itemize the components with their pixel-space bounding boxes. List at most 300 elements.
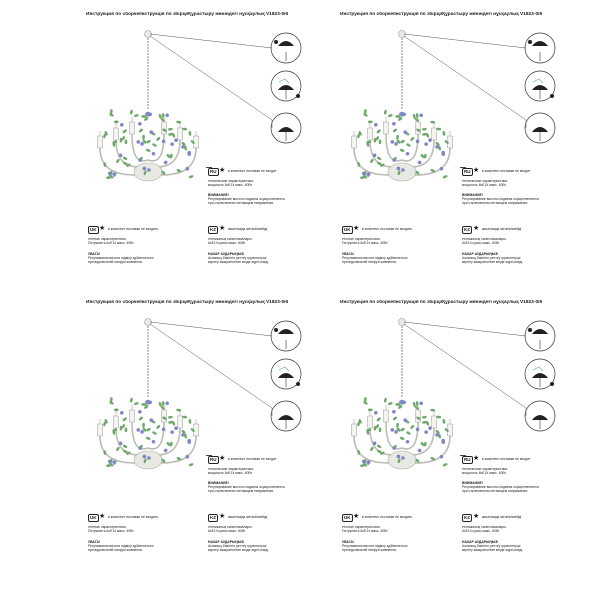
leaf-decor <box>376 417 381 422</box>
screw-icon <box>274 40 278 44</box>
uk-warning-text: Регулювання висоти підвісу здійснюється <box>342 256 408 260</box>
kz-kit-note: жиынтыққа жеткізілмейді <box>482 515 522 519</box>
pointer-line <box>150 36 272 120</box>
flower-decor <box>362 172 366 176</box>
flower-decor <box>164 161 168 165</box>
star-icon: ★ <box>473 455 480 462</box>
leaf-decor <box>436 416 441 419</box>
flower-decor <box>152 152 156 156</box>
uk-specs-title: технічні характеристики: <box>342 525 381 529</box>
uk-warning-text: Регулювання висоти підвісу здійснюється <box>342 544 408 548</box>
leaf-decor <box>188 463 193 467</box>
flower-decor <box>392 158 396 162</box>
ru-warning-text: Регулирование высоты подвеса осуществляется <box>208 485 285 489</box>
star-icon: ★ <box>219 513 226 520</box>
flower-decor <box>366 460 370 464</box>
flower-decor <box>185 167 189 171</box>
flower-decor <box>406 152 410 156</box>
kz-kit-note: жиынтыққа жеткізілмейді <box>228 515 268 519</box>
ru-warning-text: Регулирование высоты подвеса осуществляется <box>208 197 285 201</box>
ru-specs-title: технические характеристики: <box>208 179 254 183</box>
uk-kit-note: в комплект поставки не входить <box>362 515 413 519</box>
chandelier-arm <box>386 422 402 449</box>
kz-warning-text: кернеу ажыратылған кезде жүргізіледі. <box>208 260 270 264</box>
flower-decor <box>418 449 422 453</box>
leaf-decor <box>410 424 415 429</box>
flower-decor <box>441 440 445 444</box>
screw-icon <box>274 328 278 332</box>
candle <box>384 122 389 134</box>
candle <box>432 416 437 428</box>
flower-decor <box>439 167 443 171</box>
leaf-decor <box>146 427 151 432</box>
uk-specs-title: технічні характеристики: <box>88 237 127 241</box>
pointer-line <box>150 324 272 408</box>
uk-specs-value: Потужність 6хЕ14 макс. 40Вт <box>88 241 134 245</box>
candle-bulb <box>369 123 371 128</box>
candle <box>416 122 421 134</box>
flower-decor <box>162 140 166 144</box>
flower-decor <box>403 418 407 422</box>
leaf-decor <box>114 409 119 412</box>
candle-bulb <box>433 411 435 416</box>
leaf-decor <box>383 109 387 114</box>
flower-decor <box>435 433 439 437</box>
kz-warning-text: Аспаның биіктігін реттеу қоректенуші <box>462 544 521 548</box>
candle-bulb <box>99 419 101 424</box>
flower-decor <box>136 428 140 432</box>
leaf-decor <box>168 128 173 131</box>
flower-decor <box>416 140 420 144</box>
star-icon: ★ <box>219 225 226 232</box>
ru-warning-text: Регулирование высоты подвеса осуществляется <box>462 485 539 489</box>
uk-specs-value: Потужність 6хЕ14 макс. 40Вт <box>88 529 134 533</box>
chandelier-arm <box>148 134 164 161</box>
flower-decor <box>120 411 124 415</box>
ru-specs-title: технические характеристики: <box>462 467 508 471</box>
uk-specs-title: технічні характеристики: <box>342 237 381 241</box>
flower-decor <box>419 402 423 406</box>
leaf-decor <box>182 128 187 131</box>
ru-kit-note: в комплект поставки не входит <box>228 169 277 173</box>
leaf-decor <box>142 135 145 140</box>
kz-kit-note: жиынтыққа жеткізілмейді <box>228 227 268 231</box>
uk-specs-value: Потужність 6хЕ14 макс. 40Вт <box>342 529 388 533</box>
kz-warning-text: кернеу ажыратылған кезде жүргізіледі. <box>208 548 270 552</box>
flower-decor <box>428 426 432 430</box>
flower-decor <box>394 430 398 434</box>
leaf-decor <box>416 401 419 406</box>
candle-bulb <box>115 123 117 128</box>
kz-badge: KZ <box>210 227 216 232</box>
flower-decor <box>108 172 112 176</box>
flower-decor <box>147 456 151 460</box>
instruction-panel <box>86 12 344 280</box>
uk-warning-title: УВАГА! <box>342 252 355 256</box>
kz-warning-title: НАЗАР АУДАРЫҢЫЗ! <box>208 252 245 256</box>
ru-badge: RU <box>464 457 471 462</box>
candle <box>162 410 167 422</box>
leaf-decor <box>176 121 181 124</box>
candle-bulb <box>385 117 387 122</box>
leaf-decor <box>145 148 150 152</box>
candle-bulb <box>195 419 197 424</box>
flower-decor <box>170 142 174 146</box>
flower-decor <box>362 460 366 464</box>
ru-warning-text: при отключенном питающем напряжении. <box>208 201 275 205</box>
pointer-line <box>404 324 526 408</box>
leaf-decor <box>368 409 373 412</box>
leaf-decor <box>114 121 119 124</box>
screw-icon <box>550 382 554 386</box>
leaf-decor <box>134 401 139 405</box>
leaf-decor <box>399 148 404 152</box>
candle <box>178 128 183 140</box>
ru-specs-value: мощность 6хЕ14 макс. 40Вт <box>208 183 253 187</box>
leaf-decor <box>369 446 374 451</box>
uk-kit-note: в комплект поставки не входить <box>108 227 159 231</box>
star-icon: ★ <box>473 167 480 174</box>
kz-specs-value: 6хЕ14 куаты макс. 40Вт <box>462 529 500 533</box>
leaf-decor <box>368 121 373 124</box>
kz-specs-title: техникалық сипаттамалары: <box>208 237 253 241</box>
candle <box>352 424 357 436</box>
kz-warning-text: кернеу ажыратылған кезде жүргізіледі. <box>462 260 524 264</box>
flower-decor <box>406 440 410 444</box>
flower-decor <box>149 130 153 134</box>
star-icon: ★ <box>99 225 106 232</box>
leaf-decor <box>416 113 419 118</box>
leaf-decor <box>168 416 173 419</box>
candle-bulb <box>353 419 355 424</box>
chandelier-arm <box>132 422 148 449</box>
leaf-decor <box>422 128 427 131</box>
uk-specs-value: Потужність 6хЕ14 макс. 40Вт <box>342 241 388 245</box>
flower-decor <box>187 440 191 444</box>
flower-decor <box>373 442 377 446</box>
instruction-panel <box>340 12 598 280</box>
flower-decor <box>392 410 396 414</box>
ru-specs-value: мощность 6хЕ14 макс. 40Вт <box>462 183 507 187</box>
chandelier-bowl <box>388 451 416 469</box>
flower-decor <box>390 428 394 432</box>
uk-warning-text: при відключеній напрузі живлення. <box>88 260 143 264</box>
uk-badge: UK <box>90 227 97 232</box>
uk-badge: UK <box>344 227 351 232</box>
candle-bulb <box>449 419 451 424</box>
pointer-line <box>150 34 272 48</box>
flower-decor <box>441 152 445 156</box>
instruction-title: Инструкция по сборке/Інструкція по збірці/Құрастыру жөніндегі нұсқаулық V1823-0/6 <box>86 300 289 305</box>
leaf-decor <box>442 175 447 179</box>
flower-decor <box>373 154 377 158</box>
star-icon: ★ <box>353 225 360 232</box>
candle-bulb <box>385 405 387 410</box>
leaf-decor <box>442 131 445 136</box>
uk-warning-title: УВАГА! <box>88 252 101 256</box>
leaf-decor <box>142 423 145 428</box>
flower-decor <box>145 112 151 116</box>
leaf-decor <box>188 175 193 179</box>
leaf-decor <box>406 431 411 436</box>
leaf-decor <box>188 131 191 136</box>
leaf-decor <box>188 419 191 424</box>
leaf-decor <box>369 158 374 163</box>
kz-specs-title: техникалық сипаттамалары: <box>462 525 507 529</box>
candle-bulb <box>131 405 133 410</box>
candle-bulb <box>179 123 181 128</box>
ru-specs-value: мощность 6хЕ14 макс. 40Вт <box>208 471 253 475</box>
uk-warning-text: при відключеній напрузі живлення. <box>342 260 397 264</box>
leaf-decor <box>162 113 165 118</box>
candle <box>130 122 135 134</box>
flower-decor <box>138 410 142 414</box>
leaf-decor <box>122 444 127 449</box>
leaf-decor <box>442 419 445 424</box>
flower-decor <box>397 455 401 459</box>
uk-badge: UK <box>90 515 97 520</box>
candle <box>352 136 357 148</box>
ru-kit-note: в комплект поставки не входит <box>482 457 531 461</box>
kz-warning-title: НАЗАР АУДАРЫҢЫЗ! <box>462 252 499 256</box>
leaf-decor <box>376 156 381 161</box>
leaf-decor <box>122 156 127 161</box>
screw-icon <box>528 40 532 44</box>
ru-badge: RU <box>464 169 471 174</box>
star-icon: ★ <box>99 513 106 520</box>
kz-badge: KZ <box>464 227 470 232</box>
screw-icon <box>296 94 300 98</box>
flower-decor <box>392 446 396 450</box>
flower-decor <box>401 168 405 172</box>
leaf-decor <box>392 416 397 421</box>
star-icon: ★ <box>473 513 480 520</box>
flower-decor <box>401 456 405 460</box>
leaf-decor <box>134 113 139 117</box>
flower-decor <box>394 142 398 146</box>
leaf-decor <box>422 416 427 419</box>
star-icon: ★ <box>219 167 226 174</box>
flower-decor <box>399 400 405 404</box>
kz-warning-title: НАЗАР АУДАРЫҢЫЗ! <box>462 540 499 544</box>
leaf-decor <box>146 139 151 144</box>
leaf-decor <box>383 397 387 402</box>
flower-decor <box>416 428 420 432</box>
uk-warning-text: Регулювання висоти підвісу здійснюється <box>88 256 154 260</box>
leaf-decor <box>399 436 404 440</box>
flower-decor <box>140 142 144 146</box>
kz-badge: KZ <box>464 515 470 520</box>
flower-decor <box>185 455 189 459</box>
flower-decor <box>165 114 169 118</box>
flower-decor <box>119 442 123 446</box>
candle <box>130 410 135 422</box>
ru-warning-text: Регулирование высоты подвеса осуществляется <box>462 197 539 201</box>
chandelier-bowl <box>134 163 162 181</box>
ru-warning-title: ВНИМАНИЕ! <box>208 481 229 485</box>
candle <box>98 136 103 148</box>
flower-decor <box>120 123 124 127</box>
candle-bulb <box>449 131 451 136</box>
flower-decor <box>439 455 443 459</box>
uk-warning-text: при відключеній напрузі живлення. <box>88 548 143 552</box>
flower-decor <box>143 167 147 171</box>
kz-warning-text: Аспаның биіктігін реттеу қоректенуші <box>208 544 267 548</box>
kz-specs-title: техникалық сипаттамалары: <box>208 525 253 529</box>
uk-warning-text: при відключеній напрузі живлення. <box>342 548 397 552</box>
leaf-decor <box>396 135 399 140</box>
leaf-decor <box>430 121 435 124</box>
flower-decor <box>119 154 123 158</box>
kz-warning-text: Аспаның биіктігін реттеу қоректенуші <box>462 256 521 260</box>
uk-kit-note: в комплект поставки не входить <box>362 227 413 231</box>
candle-bulb <box>131 117 133 122</box>
flower-decor <box>108 460 112 464</box>
uk-warning-text: Регулювання висоти підвісу здійснюється <box>88 544 154 548</box>
candle <box>368 128 373 140</box>
candle <box>368 416 373 428</box>
leaf-decor <box>396 423 399 428</box>
pointer-line <box>404 34 526 48</box>
chandelier-arm <box>386 134 402 161</box>
flower-decor <box>149 418 153 422</box>
flower-decor <box>138 122 142 126</box>
leaf-decor <box>400 427 405 432</box>
candle <box>98 424 103 436</box>
candle-bulb <box>433 123 435 128</box>
leaf-decor <box>122 129 127 134</box>
leaf-decor <box>430 409 435 412</box>
leaf-decor <box>129 109 133 114</box>
ru-specs-title: технические характеристики: <box>462 179 508 183</box>
candle <box>384 410 389 422</box>
ru-specs-value: мощность 6хЕ14 макс. 40Вт <box>462 471 507 475</box>
candle-bulb <box>99 131 101 136</box>
candle-bulb <box>353 131 355 136</box>
ru-kit-note: в комплект поставки не входит <box>228 457 277 461</box>
star-icon: ★ <box>353 513 360 520</box>
leaf-decor <box>156 424 161 429</box>
leaf-decor <box>125 427 128 432</box>
star-icon: ★ <box>219 455 226 462</box>
candle <box>114 128 119 140</box>
uk-kit-note: в комплект поставки не входить <box>108 515 159 519</box>
candle <box>432 128 437 140</box>
flower-decor <box>366 172 370 176</box>
flower-decor <box>170 430 174 434</box>
chandelier-bowl <box>134 451 162 469</box>
kz-specs-title: техникалық сипаттамалары: <box>462 237 507 241</box>
leaf-decor <box>152 431 157 436</box>
flower-decor <box>138 446 142 450</box>
flower-decor <box>374 411 378 415</box>
leaf-decor <box>162 401 165 406</box>
leaf-decor <box>122 417 127 422</box>
flower-decor <box>112 172 116 176</box>
ru-kit-note: в комплект поставки не входит <box>482 169 531 173</box>
ru-warning-title: ВНИМАНИЕ! <box>208 193 229 197</box>
uk-badge: UK <box>344 515 351 520</box>
flower-decor <box>138 158 142 162</box>
leaf-decor <box>129 397 133 402</box>
leaf-decor <box>388 113 393 117</box>
kz-warning-text: Аспаның биіктігін реттеу қоректенуші <box>208 256 267 260</box>
flower-decor <box>424 430 428 434</box>
flower-decor <box>174 426 178 430</box>
flower-decor <box>140 430 144 434</box>
leaf-decor <box>436 128 441 131</box>
leaf-decor <box>379 139 382 144</box>
flower-decor <box>164 449 168 453</box>
screw-icon <box>296 382 300 386</box>
leaf-decor <box>376 444 381 449</box>
leaf-decor <box>176 409 181 412</box>
candle <box>162 122 167 134</box>
flower-decor <box>428 138 432 142</box>
ru-badge: RU <box>210 457 217 462</box>
flower-decor <box>143 455 147 459</box>
kz-specs-value: 6хЕ14 куаты макс. 40Вт <box>208 529 246 533</box>
ru-warning-text: при отключенном питающем напряжении. <box>462 201 529 205</box>
leaf-decor <box>156 136 161 141</box>
flower-decor <box>165 402 169 406</box>
ru-warning-title: ВНИМАНИЕ! <box>462 193 483 197</box>
leaf-decor <box>379 427 382 432</box>
ru-warning-title: ВНИМАНИЕ! <box>462 481 483 485</box>
chandelier-arm <box>402 422 418 449</box>
candle-bulb <box>115 411 117 416</box>
leaf-decor <box>145 436 150 440</box>
flower-decor <box>152 440 156 444</box>
leaf-decor <box>182 416 187 419</box>
flower-decor <box>112 460 116 464</box>
kz-specs-value: 6хЕ14 куаты макс. 40Вт <box>208 241 246 245</box>
leaf-decor <box>406 143 411 148</box>
instruction-panel <box>340 300 598 568</box>
pointer-line <box>150 322 272 336</box>
candle <box>416 410 421 422</box>
kz-kit-note: жиынтыққа жеткізілмейді <box>482 227 522 231</box>
pointer-line <box>404 322 526 336</box>
kz-badge: KZ <box>210 515 216 520</box>
candle <box>178 416 183 428</box>
chandelier-arm <box>402 134 418 161</box>
flower-decor <box>162 428 166 432</box>
leaf-decor <box>376 129 381 134</box>
uk-specs-title: технічні характеристики: <box>88 525 127 529</box>
screw-icon <box>528 328 532 332</box>
candle-bulb <box>369 411 371 416</box>
leaf-decor <box>115 158 120 163</box>
kz-specs-value: 6хЕ14 куаты макс. 40Вт <box>462 241 500 245</box>
ru-warning-text: при отключенном питающем напряжении. <box>208 489 275 493</box>
flower-decor <box>403 130 407 134</box>
flower-decor <box>435 145 439 149</box>
flower-decor <box>181 145 185 149</box>
flower-decor <box>399 112 405 116</box>
instruction-title: Инструкция по сборке/Інструкція по збірці/Құрастыру жөніндегі нұсқаулық V1823-0/6 <box>340 12 543 17</box>
chandelier-arm <box>132 134 148 161</box>
candle <box>114 416 119 428</box>
uk-warning-title: УВАГА! <box>342 540 355 544</box>
flower-decor <box>390 140 394 144</box>
flower-decor <box>174 138 178 142</box>
flower-decor <box>181 433 185 437</box>
leaf-decor <box>138 128 143 133</box>
flower-decor <box>419 114 423 118</box>
ru-warning-text: при отключенном питающем напряжении. <box>462 489 529 493</box>
instruction-title: Инструкция по сборке/Інструкція по збірці/Құрастыру жөніндегі нұсқаулық V1823-0/6 <box>86 12 289 17</box>
